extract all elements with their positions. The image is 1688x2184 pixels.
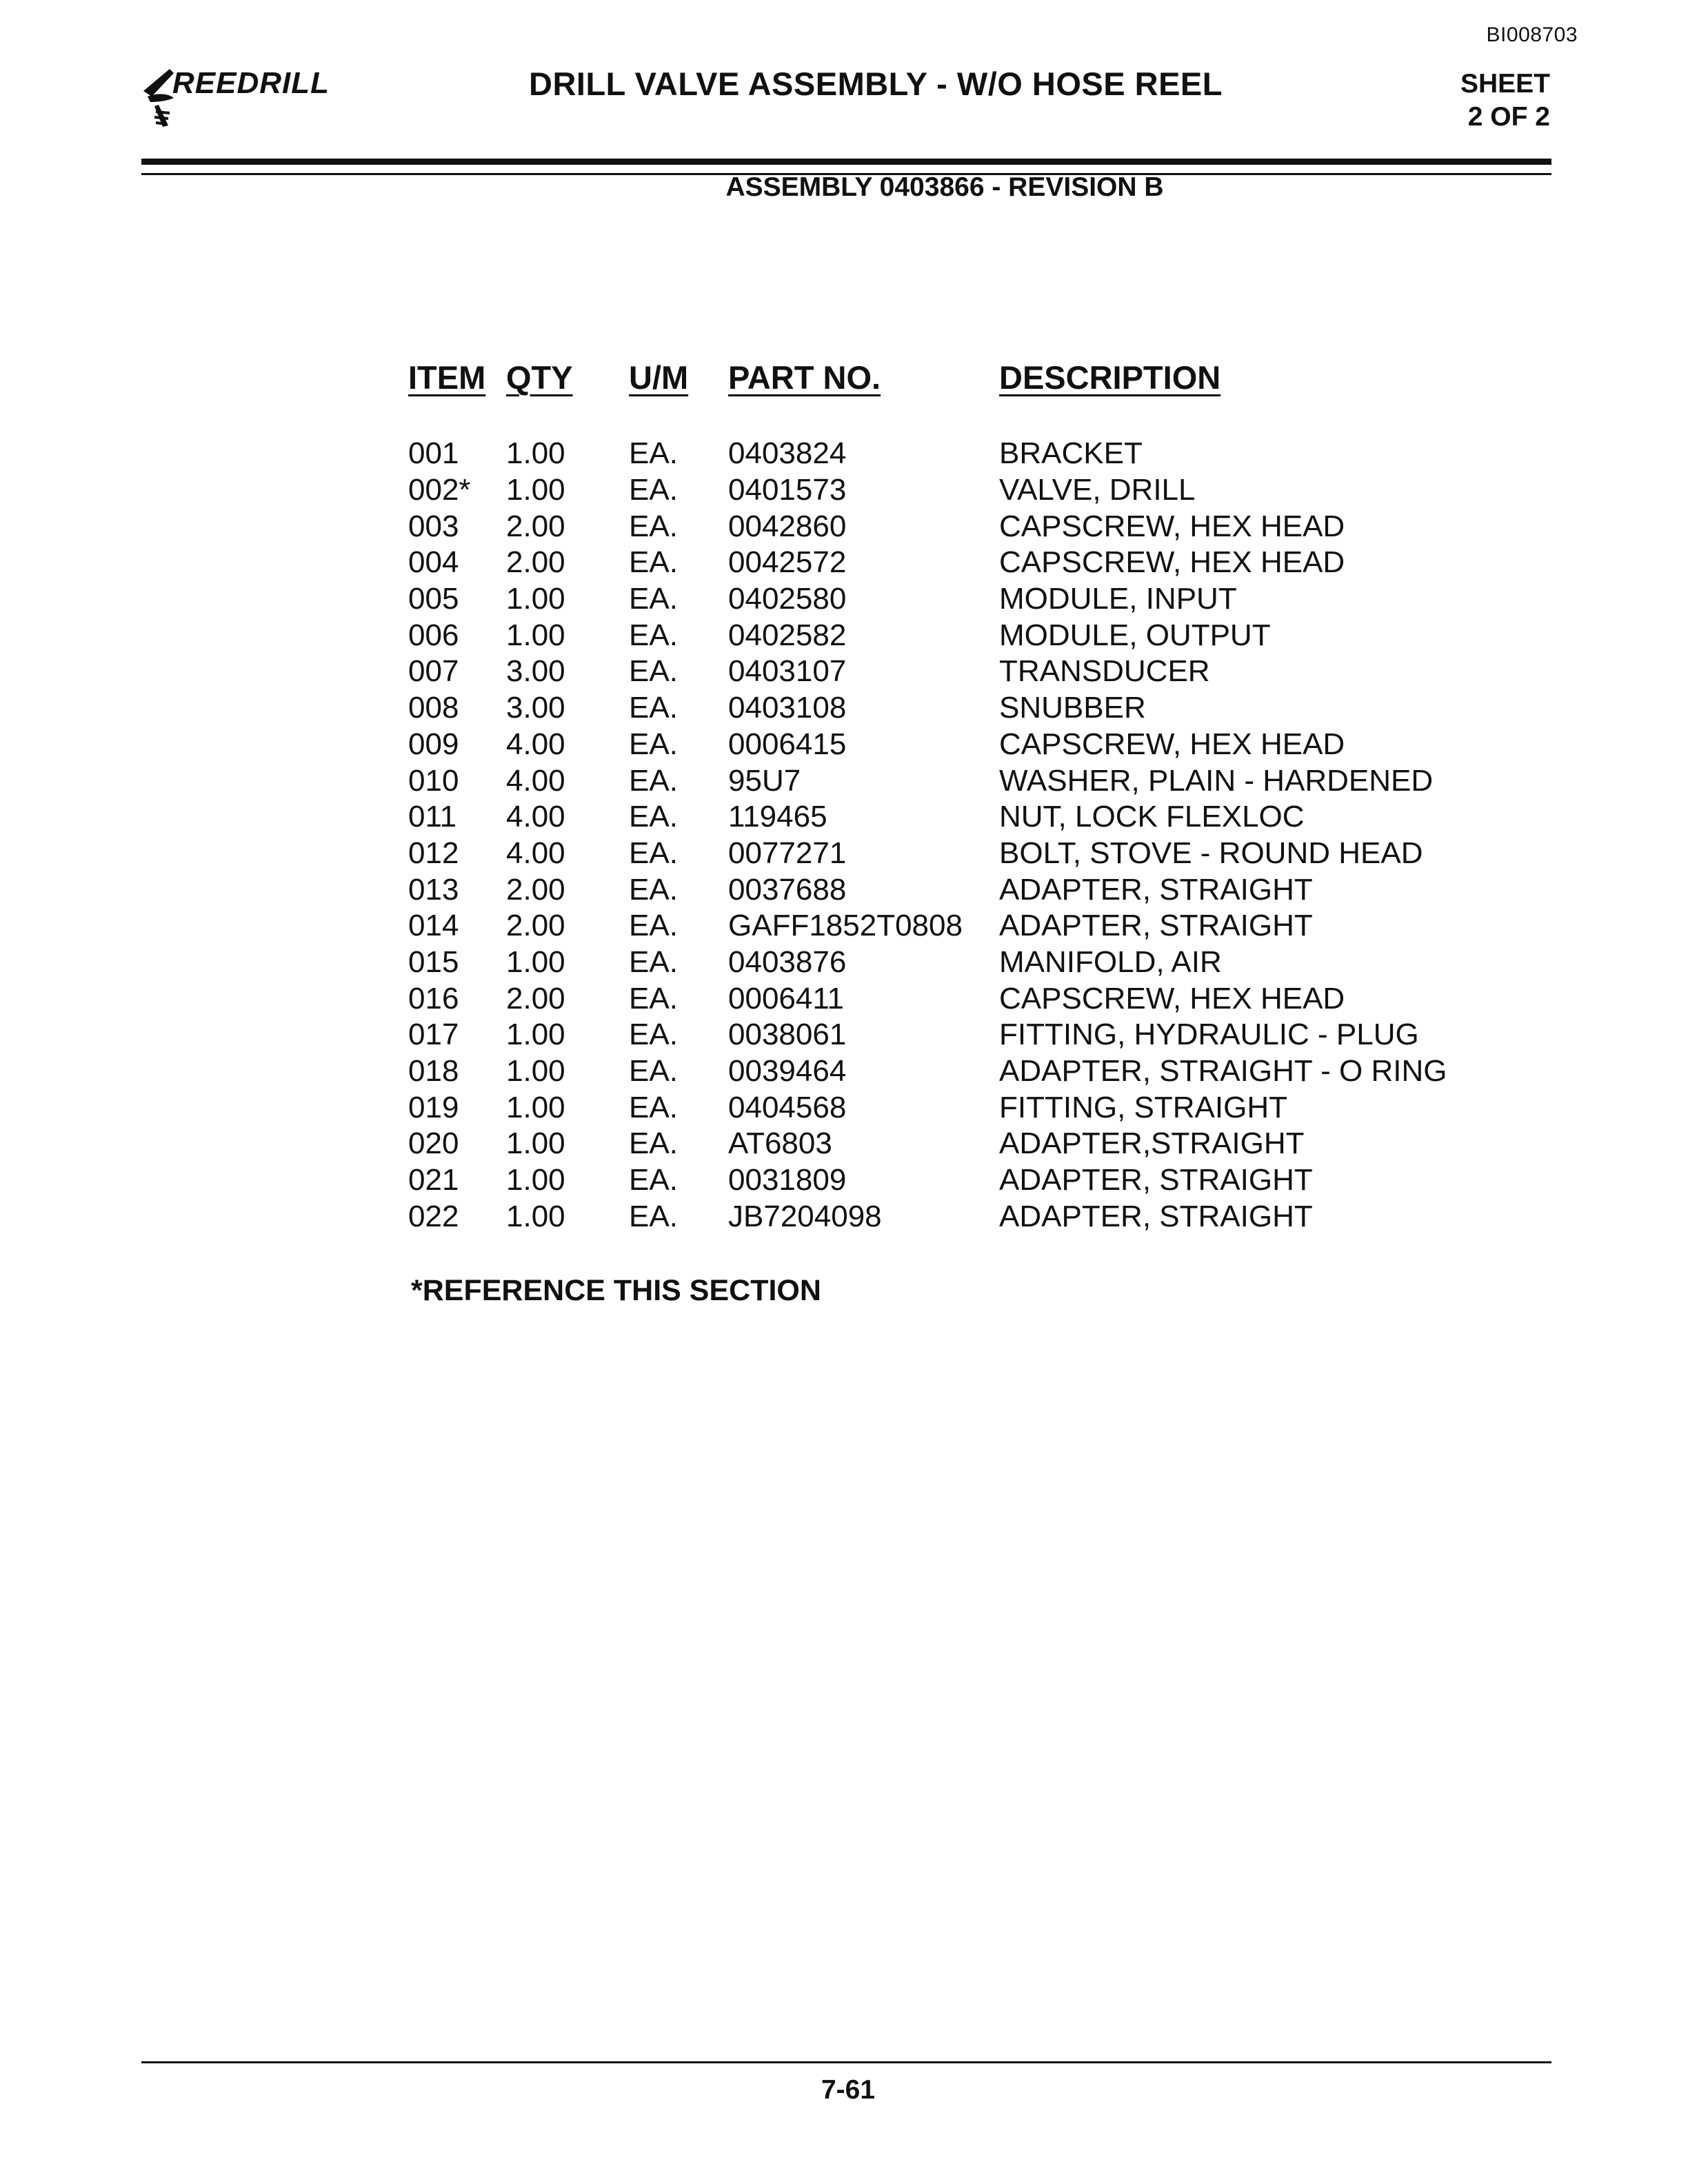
cell-description: TRANSDUCER	[999, 654, 1210, 689]
table-row	[408, 727, 1482, 763]
cell-description: SNUBBER	[999, 691, 1146, 725]
cell-um: EA.	[629, 436, 678, 471]
cell-qty: 4.00	[506, 836, 565, 870]
cell-item: 001	[408, 436, 459, 471]
cell-description: ADAPTER, STRAIGHT - O RING	[999, 1054, 1447, 1089]
table-row	[408, 654, 1482, 690]
cell-item: 003	[408, 509, 459, 543]
cell-qty: 1.00	[506, 1126, 565, 1161]
table-row	[408, 436, 1482, 472]
cell-item: 008	[408, 691, 459, 725]
header-item: ITEM	[408, 359, 486, 396]
cell-um: EA.	[629, 1090, 678, 1124]
cell-part-no: 0403824	[728, 436, 847, 471]
cell-item: 002*	[408, 473, 471, 507]
cell-part-no: 0403107	[728, 654, 847, 689]
cell-qty: 2.00	[506, 981, 565, 1015]
cell-item: 005	[408, 582, 459, 616]
cell-um: EA.	[629, 509, 678, 543]
cell-description: FITTING, HYDRAULIC - PLUG	[999, 1018, 1419, 1052]
cell-item: 004	[408, 545, 459, 580]
page-number: 7-61	[821, 2075, 876, 2105]
cell-part-no: 0006415	[728, 727, 847, 761]
cell-qty: 3.00	[506, 654, 565, 689]
cell-part-no: 0403108	[728, 691, 847, 725]
cell-um: EA.	[629, 909, 678, 943]
cell-qty: 2.00	[506, 509, 565, 543]
table-row	[408, 1162, 1482, 1199]
cell-um: EA.	[629, 1054, 678, 1089]
cell-um: EA.	[629, 981, 678, 1015]
reference-footnote: *REFERENCE THIS SECTION	[411, 1274, 821, 1307]
cell-um: EA.	[629, 473, 678, 507]
table-row	[408, 1053, 1482, 1090]
cell-part-no: 0404568	[728, 1090, 847, 1124]
footer-rule	[141, 2061, 1551, 2063]
cell-qty: 3.00	[506, 691, 565, 725]
cell-item: 020	[408, 1126, 459, 1161]
cell-description: FITTING, STRAIGHT	[999, 1090, 1287, 1124]
cell-part-no: 0038061	[728, 1018, 847, 1052]
header-rule-thick	[141, 159, 1551, 165]
cell-description: ADAPTER,STRAIGHT	[999, 1126, 1305, 1161]
cell-part-no: JB7204098	[728, 1199, 882, 1233]
cell-item: 016	[408, 981, 459, 1015]
cell-qty: 4.00	[506, 727, 565, 761]
table-row	[408, 762, 1482, 799]
cell-item: 006	[408, 618, 459, 652]
cell-qty: 1.00	[506, 1054, 565, 1089]
cell-item: 015	[408, 944, 459, 979]
cell-description: ADAPTER, STRAIGHT	[999, 909, 1313, 943]
cell-item: 022	[408, 1199, 459, 1233]
cell-description: MODULE, INPUT	[999, 582, 1237, 616]
table-row	[408, 1198, 1482, 1235]
table-row	[408, 690, 1482, 727]
table-row	[408, 908, 1482, 944]
cell-item: 007	[408, 654, 459, 689]
cell-item: 018	[408, 1054, 459, 1089]
table-row	[408, 1089, 1482, 1126]
cell-item: 009	[408, 727, 459, 761]
header-um: U/M	[629, 359, 689, 396]
cell-part-no: 0039464	[728, 1054, 847, 1089]
table-row	[408, 944, 1482, 981]
cell-description: VALVE, DRILL	[999, 473, 1196, 507]
cell-um: EA.	[629, 763, 678, 798]
cell-item: 013	[408, 872, 459, 907]
cell-qty: 1.00	[506, 1163, 565, 1197]
cell-um: EA.	[629, 836, 678, 870]
cell-description: ADAPTER, STRAIGHT	[999, 872, 1313, 907]
cell-part-no: 95U7	[728, 763, 801, 798]
cell-description: BOLT, STOVE - ROUND HEAD	[999, 836, 1423, 870]
cell-um: EA.	[629, 1126, 678, 1161]
table-row	[408, 545, 1482, 581]
logo-text: REEDRILL	[172, 66, 330, 100]
cell-um: EA.	[629, 944, 678, 979]
cell-um: EA.	[629, 1199, 678, 1233]
table-row	[408, 871, 1482, 908]
sheet-indicator	[1460, 68, 1550, 134]
document-id: BI008703	[1486, 23, 1578, 46]
cell-qty: 2.00	[506, 909, 565, 943]
sheet-number: 2 OF 2	[1467, 102, 1550, 132]
cell-qty: 1.00	[506, 944, 565, 979]
cell-part-no: 0401573	[728, 473, 847, 507]
cell-description: NUT, LOCK FLEXLOC	[999, 800, 1305, 834]
cell-qty: 1.00	[506, 1199, 565, 1233]
cell-qty: 1.00	[506, 582, 565, 616]
parts-list-table	[408, 358, 1482, 1235]
cell-part-no: 0402582	[728, 618, 847, 652]
cell-item: 017	[408, 1018, 459, 1052]
header-description: DESCRIPTION	[999, 359, 1221, 396]
cell-qty: 1.00	[506, 1090, 565, 1124]
cell-qty: 2.00	[506, 545, 565, 580]
cell-item: 011	[408, 800, 457, 834]
cell-part-no: 0402580	[728, 582, 847, 616]
cell-part-no: 0042860	[728, 509, 847, 543]
cell-um: EA.	[629, 545, 678, 580]
cell-um: EA.	[629, 618, 678, 652]
cell-part-no: 0031809	[728, 1163, 847, 1197]
table-row	[408, 508, 1482, 545]
cell-description: CAPSCREW, HEX HEAD	[999, 981, 1345, 1015]
cell-um: EA.	[629, 727, 678, 761]
cell-description: ADAPTER, STRAIGHT	[999, 1199, 1313, 1233]
table-row	[408, 1017, 1482, 1053]
cell-part-no: 0037688	[728, 872, 847, 907]
table-header-row	[408, 358, 1482, 408]
assembly-subtitle: ASSEMBLY 0403866 - REVISION B	[725, 172, 1164, 202]
cell-part-no: AT6803	[728, 1126, 832, 1161]
cell-um: EA.	[629, 1163, 678, 1197]
cell-part-no: 119465	[728, 800, 827, 834]
cell-qty: 2.00	[506, 872, 565, 907]
cell-description: BRACKET	[999, 436, 1143, 471]
cell-part-no: 0042572	[728, 545, 847, 580]
cell-part-no: GAFF1852T0808	[728, 909, 963, 943]
cell-qty: 1.00	[506, 436, 565, 471]
cell-description: ADAPTER, STRAIGHT	[999, 1163, 1313, 1197]
table-row	[408, 581, 1482, 618]
cell-description: CAPSCREW, HEX HEAD	[999, 727, 1345, 761]
cell-qty: 1.00	[506, 473, 565, 507]
cell-item: 021	[408, 1163, 459, 1197]
table-row	[408, 472, 1482, 509]
header-qty: QTY	[506, 359, 573, 396]
table-row	[408, 836, 1482, 872]
cell-part-no: 0077271	[728, 836, 847, 870]
cell-item: 010	[408, 763, 459, 798]
cell-qty: 1.00	[506, 1018, 565, 1052]
cell-description: CAPSCREW, HEX HEAD	[999, 545, 1345, 580]
cell-item: 019	[408, 1090, 459, 1124]
cell-um: EA.	[629, 691, 678, 725]
table-row	[408, 1126, 1482, 1162]
cell-description: MANIFOLD, AIR	[999, 944, 1222, 979]
cell-description: CAPSCREW, HEX HEAD	[999, 509, 1345, 543]
cell-qty: 4.00	[506, 763, 565, 798]
cell-item: 012	[408, 836, 459, 870]
cell-um: EA.	[629, 800, 678, 834]
cell-description: WASHER, PLAIN - HARDENED	[999, 763, 1434, 798]
table-row	[408, 980, 1482, 1017]
cell-part-no: 0006411	[728, 981, 845, 1015]
cell-part-no: 0403876	[728, 944, 847, 979]
cell-item: 014	[408, 909, 459, 943]
table-row	[408, 799, 1482, 836]
page-title: DRILL VALVE ASSEMBLY - W/O HOSE REEL	[529, 65, 1223, 102]
sheet-label: SHEET	[1460, 69, 1550, 99]
table-row	[408, 617, 1482, 654]
cell-qty: 4.00	[506, 800, 565, 834]
header-part-no: PART NO.	[728, 359, 881, 396]
cell-qty: 1.00	[506, 618, 565, 652]
table-spacer	[408, 408, 1482, 436]
cell-description: MODULE, OUTPUT	[999, 618, 1271, 652]
cell-um: EA.	[629, 582, 678, 616]
cell-um: EA.	[629, 1018, 678, 1052]
cell-um: EA.	[629, 872, 678, 907]
cell-um: EA.	[629, 654, 678, 689]
